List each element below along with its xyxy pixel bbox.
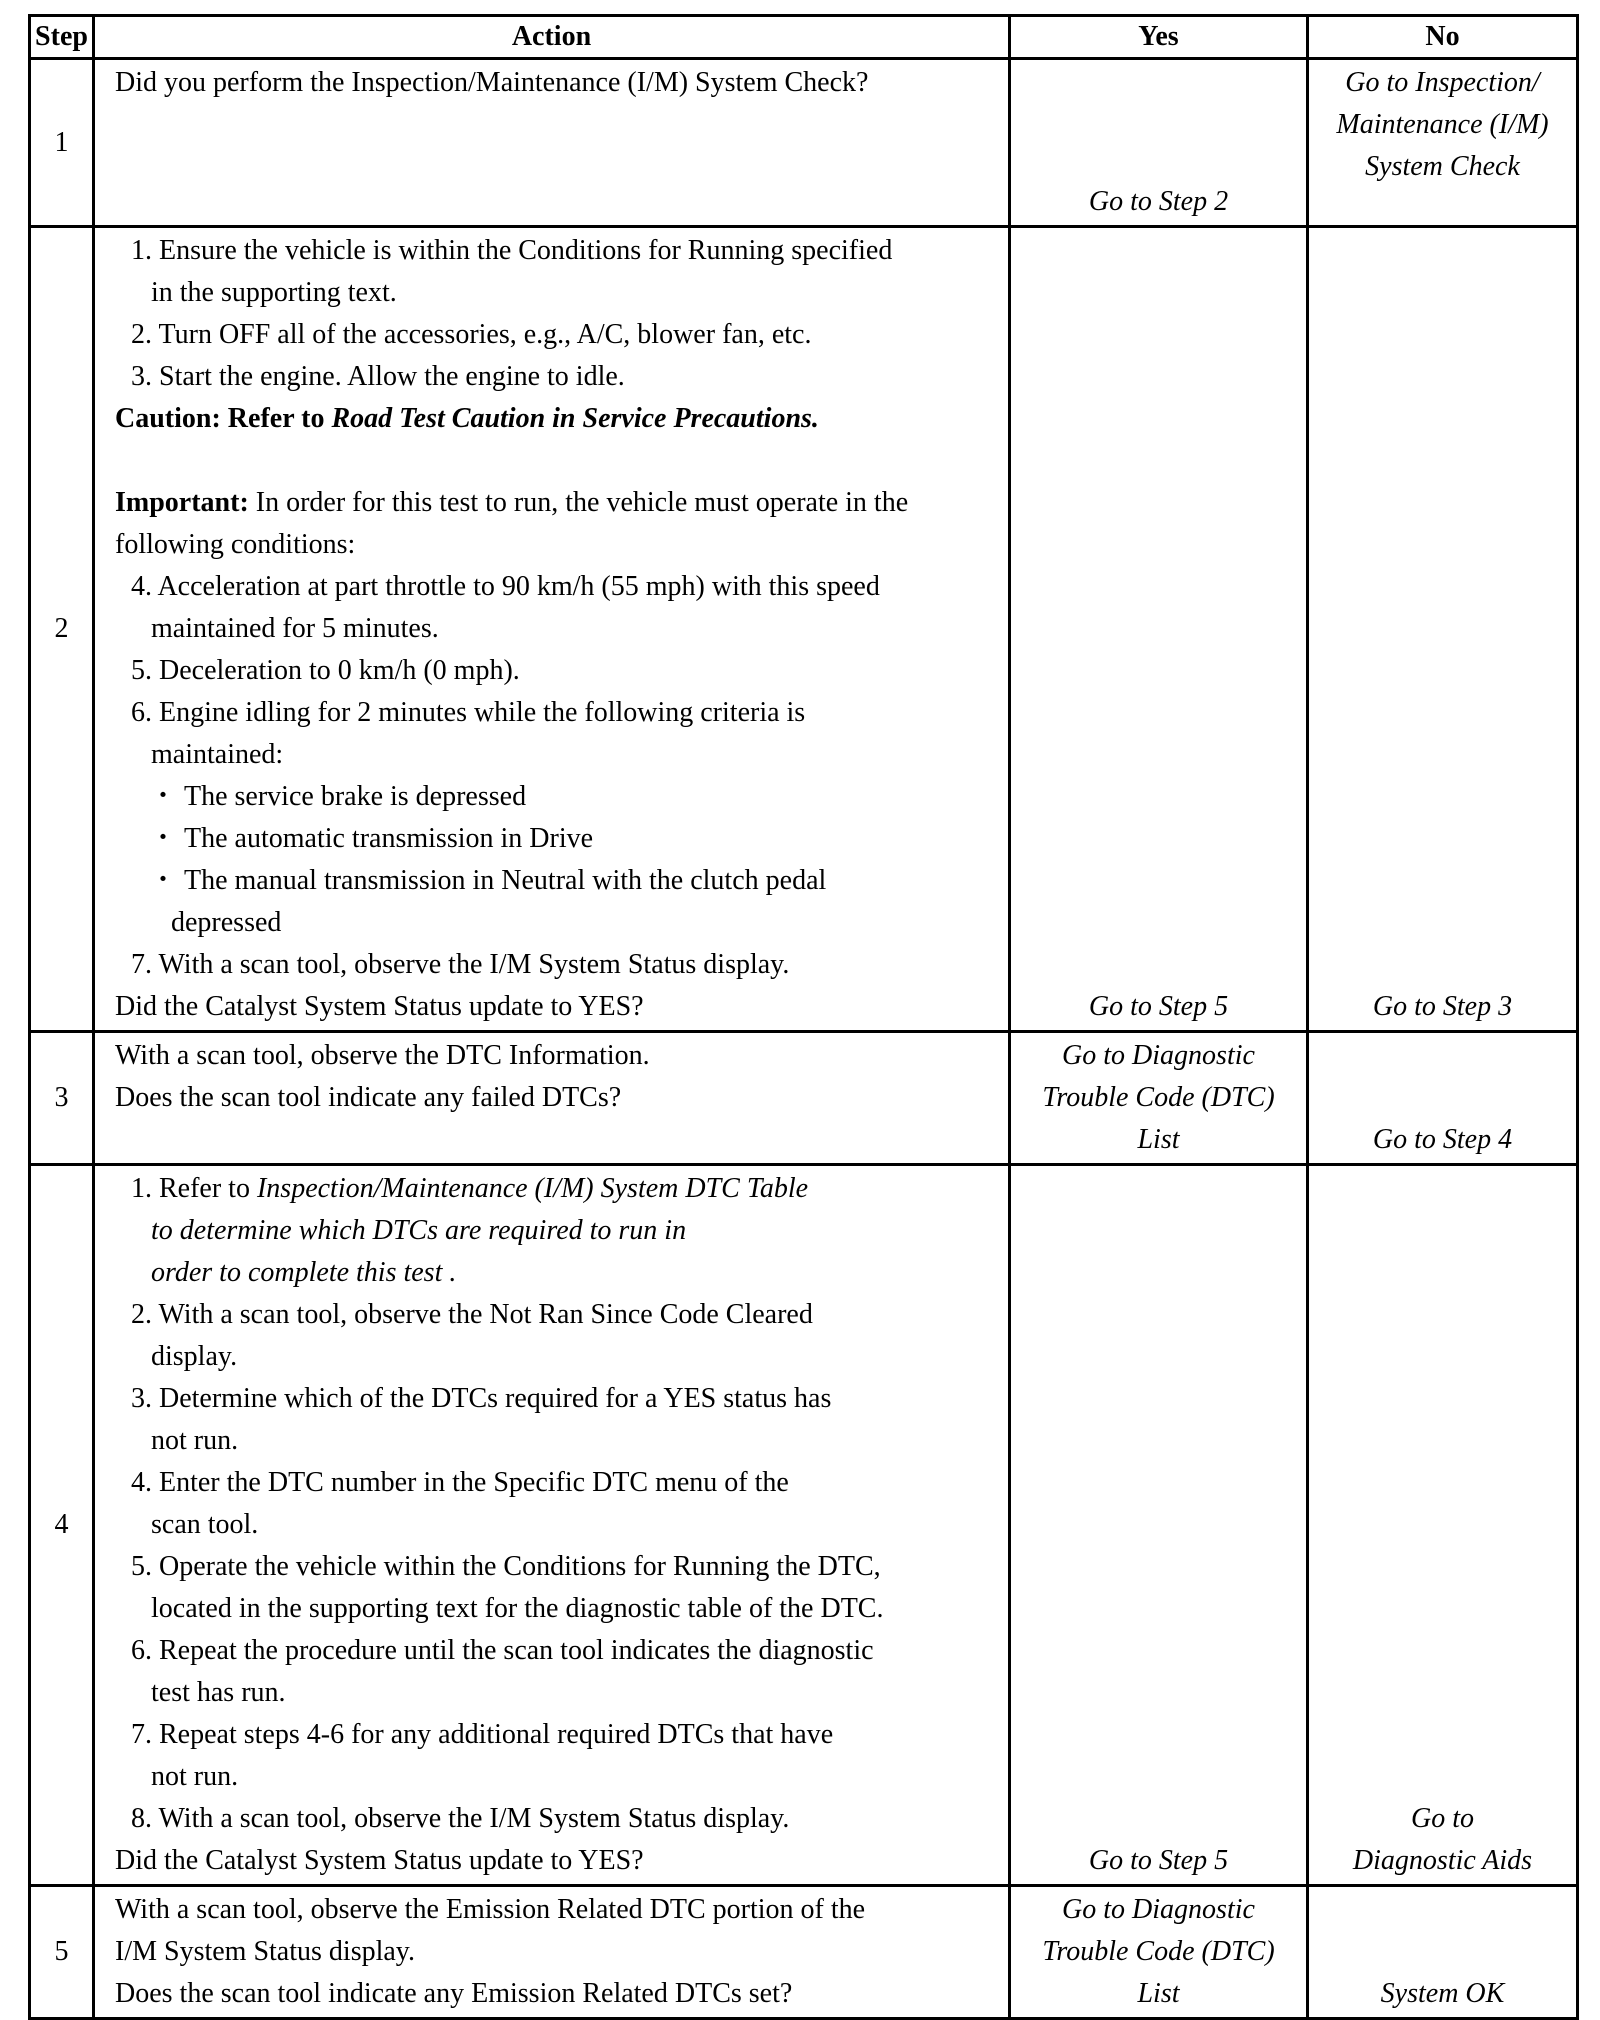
no-link[interactable]: Go to Diagnostic Aids xyxy=(1352,1803,1533,1876)
header-no: No xyxy=(1308,16,1578,59)
step-number: 5 xyxy=(30,1886,94,2019)
instruction-cont: display. xyxy=(151,1341,238,1372)
no-link[interactable]: Go to Step 3 xyxy=(1372,991,1513,1022)
instruction-cont: order to complete this test . xyxy=(151,1257,457,1288)
bullet-item: ・ The manual transmission in Neutral with the clutch pedal xyxy=(149,865,827,896)
instruction: 4. Enter the DTC number in the Specific DTC menu of the xyxy=(131,1467,789,1498)
instruction-cont: not run. xyxy=(151,1761,239,1792)
instruction: With a scan tool, observe the DTC Information. xyxy=(115,1040,650,1071)
instruction-cont: maintained: xyxy=(151,739,284,770)
step-number: 4 xyxy=(30,1165,94,1886)
table-row xyxy=(30,227,1578,1032)
instruction-cont: not run. xyxy=(151,1425,239,1456)
yes-cell xyxy=(1010,1886,1308,2019)
diagnostic-table xyxy=(28,14,1579,2020)
yes-cell xyxy=(1010,1032,1308,1165)
step-number: 1 xyxy=(30,59,94,227)
instruction-cont: located in the supporting text for the diagnostic table of the DTC. xyxy=(151,1593,884,1624)
action-cell xyxy=(94,1165,1010,1886)
question: Did the Catalyst System Status update to YES? xyxy=(115,991,644,1022)
instruction: 6. Engine idling for 2 minutes while the following criteria is xyxy=(131,697,806,728)
yes-cell xyxy=(1010,59,1308,227)
instruction: 3. Start the engine. Allow the engine to idle. xyxy=(131,361,625,392)
caution-reference[interactable]: Road Test Caution in Service Precautions. xyxy=(331,403,819,434)
instruction: 8. With a scan tool, observe the I/M System Status display. xyxy=(131,1803,790,1834)
instruction-cont: in the supporting text. xyxy=(151,277,397,308)
important-note: Important: In order for this test to run, the vehicle must operate in the xyxy=(115,487,909,518)
instruction-cont: to determine which DTCs are required to run in xyxy=(151,1215,687,1246)
instruction: 5. Deceleration to 0 km/h (0 mph). xyxy=(131,655,520,686)
bullet-item: ・ The service brake is depressed xyxy=(149,781,527,812)
header-row xyxy=(30,16,1578,59)
yes-link[interactable]: Go to Diagnostic Trouble Code (DTC) List xyxy=(1042,1894,1275,2009)
question: Does the scan tool indicate any failed DTCs? xyxy=(115,1082,622,1113)
table-row xyxy=(30,1165,1578,1886)
important-note-cont: following conditions: xyxy=(115,529,356,560)
instruction: 6. Repeat the procedure until the scan tool indicates the diagnostic xyxy=(131,1635,874,1666)
yes-link[interactable]: Go to Step 5 xyxy=(1088,1845,1229,1876)
no-link[interactable]: System OK xyxy=(1380,1978,1505,2009)
instruction: 1. Refer to Inspection/Maintenance (I/M) System DTC Table xyxy=(131,1173,809,1204)
instruction: 7. Repeat steps 4-6 for any additional required DTCs that have xyxy=(131,1719,834,1750)
instruction: 4. Acceleration at part throttle to 90 km/h (55 mph) with this speed xyxy=(131,571,880,602)
no-cell xyxy=(1308,1165,1578,1886)
yes-cell xyxy=(1010,1165,1308,1886)
header-yes: Yes xyxy=(1010,16,1308,59)
yes-link[interactable]: Go to Diagnostic Trouble Code (DTC) List xyxy=(1042,1040,1275,1155)
instruction: 2. Turn OFF all of the accessories, e.g., A/C, blower fan, etc. xyxy=(131,319,812,350)
instruction: 5. Operate the vehicle within the Conditions for Running the DTC, xyxy=(131,1551,881,1582)
no-cell xyxy=(1308,1886,1578,2019)
question: Did you perform the Inspection/Maintenance (I/M) System Check? xyxy=(115,67,869,98)
instruction-cont: maintained for 5 minutes. xyxy=(151,613,439,644)
instruction: 1. Ensure the vehicle is within the Conditions for Running specified xyxy=(131,235,893,266)
bullet-item: ・ The automatic transmission in Drive xyxy=(149,823,594,854)
instruction-cont: test has run. xyxy=(151,1677,286,1708)
caution-note: Caution: Refer to Road Test Caution in Service Precautions. xyxy=(115,403,819,434)
instruction: 3. Determine which of the DTCs required for a YES status has xyxy=(131,1383,832,1414)
action-cell xyxy=(94,1032,1010,1165)
yes-link[interactable]: Go to Step 2 xyxy=(1088,186,1229,217)
header-action: Action xyxy=(94,16,1010,59)
instruction: With a scan tool, observe the Emission Related DTC portion of the xyxy=(115,1894,866,1925)
question: Did the Catalyst System Status update to YES? xyxy=(115,1845,644,1876)
action-cell xyxy=(94,59,1010,227)
step-number: 3 xyxy=(30,1032,94,1165)
no-link[interactable]: Go to Inspection/ Maintenance (I/M) System Check xyxy=(1336,67,1549,182)
action-cell xyxy=(94,227,1010,1032)
action-cell xyxy=(94,1886,1010,2019)
yes-link[interactable]: Go to Step 5 xyxy=(1088,991,1229,1022)
question: Does the scan tool indicate any Emission Related DTCs set? xyxy=(115,1978,793,2009)
instruction: 7. With a scan tool, observe the I/M System Status display. xyxy=(131,949,790,980)
bullet-item-cont: depressed xyxy=(171,907,282,938)
table-row xyxy=(30,59,1578,227)
step-number: 2 xyxy=(30,227,94,1032)
no-cell xyxy=(1308,59,1578,227)
no-link[interactable]: Go to Step 4 xyxy=(1372,1124,1513,1155)
instruction-cont: I/M System Status display. xyxy=(115,1936,415,1967)
no-cell xyxy=(1308,227,1578,1032)
table-row xyxy=(30,1886,1578,2019)
instruction: 2. With a scan tool, observe the Not Ran Since Code Cleared xyxy=(131,1299,813,1330)
yes-cell xyxy=(1010,227,1308,1032)
dtc-table-reference[interactable]: Inspection/Maintenance (I/M) System DTC Table xyxy=(256,1173,809,1204)
table-row xyxy=(30,1032,1578,1165)
instruction-cont: scan tool. xyxy=(151,1509,259,1540)
header-step: Step xyxy=(30,16,94,59)
no-cell xyxy=(1308,1032,1578,1165)
